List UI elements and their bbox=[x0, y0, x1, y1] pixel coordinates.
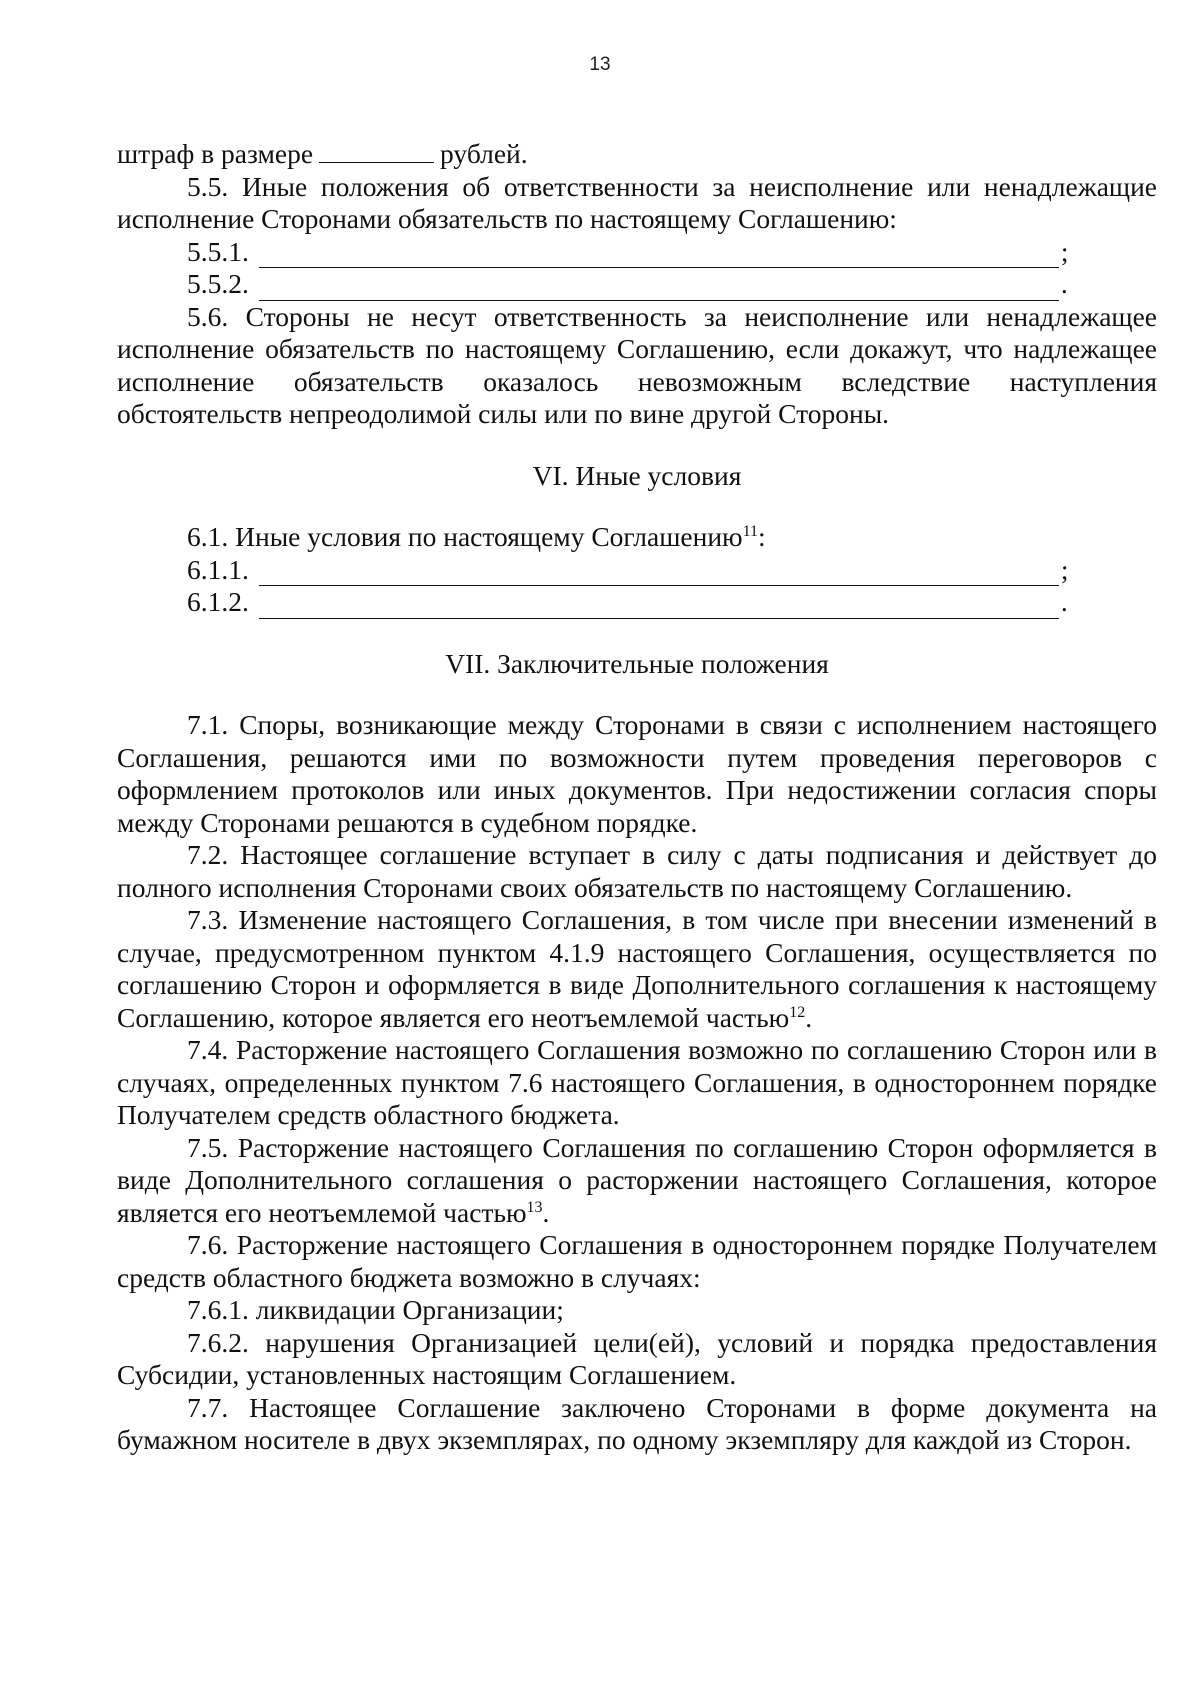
penalty-amount-blank bbox=[319, 138, 434, 163]
clause-5-6: 5.6. Стороны не несут ответственность за неисполнение или ненадлежащее исполнение обязательств по настоящему Соглашению, если докажут, что надлежащее исполнение обязательств оказалось невозможным вследствие наступления обстоятельств непреодолимой силы или по вине другой Стороны. bbox=[117, 300, 1157, 429]
fill-blank bbox=[259, 559, 1059, 586]
clause-7-6-2: 7.6.2. нарушения Организацией цели(ей), условий и порядка предоставления Субсидии, установленных настоящим Соглашением. bbox=[117, 1326, 1157, 1390]
clause-7-3: 7.3. Изменение настоящего Соглашения, в том числе при внесении изменений в случае, предусмотренном пунктом 4.1.9 настоящего Соглашения, осуществляется по соглашению Сторон и оформляется в виде Дополнительного соглашения к настоящему Соглашению, которое является его неотъемлемой частью$^{12}$. bbox=[117, 904, 1157, 1033]
clause-7-5: 7.5. Расторжение настоящего Соглашения по соглашению Сторон оформляется в виде Дополнительного соглашения о расторжении настоящего Соглашения, которое является его неотъемлемой частью$^{13}$. bbox=[117, 1131, 1157, 1228]
section-7-heading: VII. Заключительные положения bbox=[445, 647, 829, 679]
clause-6-1-2: 6.1.2. . bbox=[187, 586, 1068, 617]
fill-blank bbox=[259, 274, 1059, 301]
clause-6-1: 6.1. Иные условия по настоящему Соглашению$^{11}$: bbox=[187, 521, 766, 552]
clause-7-7: 7.7. Настоящее Соглашение заключено Сторонами в форме документа на бумажном носителе в двух экземплярах, по одному экземпляру для каждой из Сторон. bbox=[117, 1391, 1157, 1455]
fill-blank bbox=[259, 592, 1059, 619]
clause-7-6-1: 7.6.1. ликвидации Организации; bbox=[187, 1294, 564, 1325]
fill-blank bbox=[259, 241, 1059, 268]
document-body bbox=[117, 138, 1157, 1457]
clause-6-1-1: 6.1.1. ; bbox=[187, 553, 1069, 585]
footnote-ref: 13 bbox=[526, 1198, 543, 1216]
clause-5-5-1: 5.5.1. ; bbox=[187, 235, 1069, 267]
footnote-ref: 12 bbox=[789, 1003, 806, 1021]
section-6-heading: VI. Иные условия bbox=[532, 459, 742, 491]
clause-5-5-2: 5.5.2. . bbox=[187, 268, 1068, 299]
clause-7-2: 7.2. Настоящее соглашение вступает в силу с даты подписания и действует до полного исполнения Сторонами своих обязательств по настоящему Соглашению. bbox=[117, 839, 1157, 903]
clause-7-6: 7.6. Расторжение настоящего Соглашения в одностороннем порядке Получателем средств областного бюджета возможно в случаях: bbox=[117, 1229, 1157, 1293]
clause-7-4: 7.4. Расторжение настоящего Соглашения возможно по соглашению Сторон или в случаях, определенных пунктом 7.6 настоящего Соглашения, в одностороннем порядке Получателем средств областного бюджета. bbox=[117, 1034, 1157, 1130]
footnote-ref: 11 bbox=[742, 522, 758, 540]
page-number: 13 bbox=[589, 54, 611, 75]
clause-5-5: 5.5. Иные положения об ответственности за неисполнение или ненадлежащие исполнение Сторонами обязательств по настоящему Соглашению: bbox=[117, 170, 1157, 234]
penalty-line: штраф в размере рублей. bbox=[117, 138, 528, 169]
clause-7-1: 7.1. Споры, возникающие между Сторонами в связи с исполнением настоящего Соглашения, решаются ими по возможности путем проведения переговоров с оформлением протоколов или иных документов. При недостижении согласия споры между Сторонами решаются в судебном порядке. bbox=[117, 709, 1157, 838]
